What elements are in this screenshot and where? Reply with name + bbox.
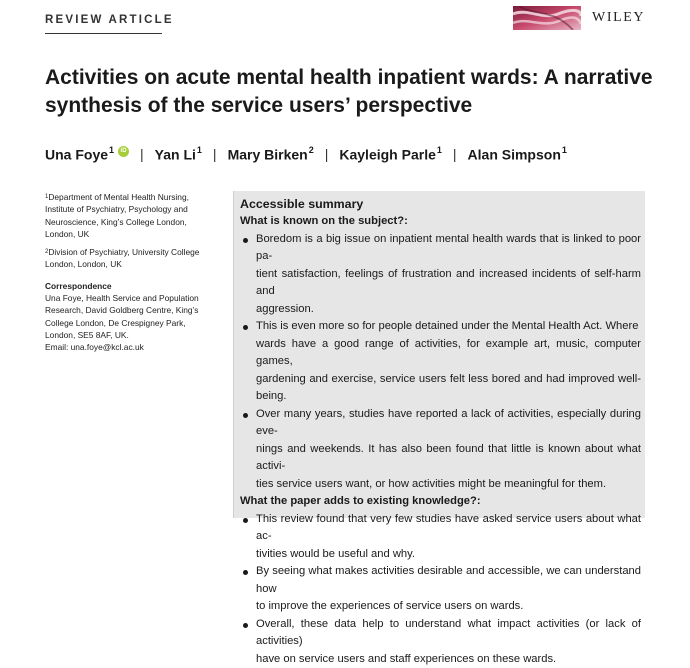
author-alan-simpson[interactable]: [468, 146, 567, 163]
author-yan-li[interactable]: [155, 146, 202, 163]
affiliation-line: London, UK: [45, 228, 213, 240]
author-name: Alan Simpson: [468, 146, 561, 162]
author-una-foye[interactable]: [45, 146, 114, 163]
author-kayleigh-parle[interactable]: [339, 146, 442, 163]
affiliation-text: Department of Mental Health Nursing,: [48, 192, 189, 202]
summary-heading: What the paper adds to existing knowledge?:: [240, 493, 645, 511]
affiliation-line: London, London, UK: [45, 258, 213, 270]
bullet-item: [240, 563, 645, 616]
bullet-item: [240, 406, 645, 494]
affiliation-line: [45, 246, 213, 258]
author-list: [45, 144, 567, 164]
author-affiliation-sup: 1: [197, 145, 202, 155]
bullet-item: [240, 318, 645, 406]
author-affiliation-sup: 1: [562, 145, 567, 155]
correspondence-label: Correspondence: [45, 280, 213, 292]
bullet-icon: [243, 325, 248, 330]
author-name: Mary Birken: [228, 146, 308, 162]
summary-title: Accessible summary: [240, 196, 645, 213]
accessible-summary-box: [233, 191, 645, 518]
author-separator: |: [213, 146, 217, 162]
article-type-rule: [45, 33, 162, 34]
affiliation-line: [45, 191, 213, 203]
bullet-line: have on service users and staff experiences on these wards.: [256, 651, 641, 668]
bullet-line: Over many years, studies have reported a lack of activities, especially during eve-: [256, 406, 641, 441]
bullet-line: tient satisfaction, feelings of frustration and increased incidents of self-harm and: [256, 266, 641, 301]
author-name: Una Foye: [45, 146, 108, 162]
publisher-logo-graphic: [513, 6, 581, 30]
affiliation-sup: 1: [45, 194, 48, 200]
orcid-icon[interactable]: iD: [118, 146, 129, 157]
author-affiliation-sup: 1: [109, 145, 114, 155]
bullet-line: tivities would be useful and why.: [256, 546, 641, 564]
bullet-icon: [243, 570, 248, 575]
bullet-line: Overall, these data help to understand what impact activities (or lack of activities): [256, 616, 641, 651]
author-name: Yan Li: [155, 146, 196, 162]
article-title: Activities on acute mental health inpatient wards: A narrative synthesis of the service users’ perspective: [45, 64, 685, 120]
correspondence-email[interactable]: Email: una.foye@kcl.ac.uk: [45, 341, 213, 353]
author-separator: |: [140, 146, 144, 162]
affiliation-text: Division of Psychiatry, University College: [48, 247, 199, 257]
bullet-item: [240, 511, 645, 564]
bullet-icon: [243, 238, 248, 243]
author-affiliation-sup: 1: [437, 145, 442, 155]
correspondence-line: Research, David Goldberg Centre, King’s: [45, 304, 213, 316]
affiliation-1: [45, 191, 213, 240]
author-name: Kayleigh Parle: [339, 146, 436, 162]
correspondence-line: Una Foye, Health Service and Population: [45, 292, 213, 304]
bullet-item: [240, 231, 645, 319]
bullet-line: This review found that very few studies have asked service users about what ac-: [256, 511, 641, 546]
publisher-name: WILEY: [592, 10, 645, 26]
summary-heading: What is known on the subject?:: [240, 213, 645, 231]
bullet-icon: [243, 413, 248, 418]
bullet-list: [240, 231, 645, 494]
bullet-line: to improve the experiences of service users on wards.: [256, 598, 641, 616]
bullet-line: wards have a good range of activities, for example art, music, computer games,: [256, 336, 641, 371]
correspondence-line: College London, De Crespigney Park,: [45, 317, 213, 329]
affiliation-line: Institute of Psychiatry, Psychology and: [45, 203, 213, 215]
affiliation-sup: 2: [45, 249, 48, 255]
bullet-line: Boredom is a big issue on inpatient mental health wards that is linked to poor pa-: [256, 231, 641, 266]
author-separator: |: [453, 146, 457, 162]
author-mary-birken[interactable]: [228, 146, 314, 163]
affiliation-line: Neuroscience, King’s College London,: [45, 216, 213, 228]
bullet-line: gardening and exercise, service users felt less bored and had improved well-being.: [256, 371, 641, 406]
affiliation-2: [45, 246, 213, 271]
author-separator: |: [325, 146, 329, 162]
bullet-list: [240, 511, 645, 668]
affiliations-column: [45, 191, 213, 354]
bullet-line: This is even more so for people detained under the Mental Health Act. Where: [256, 318, 641, 336]
bullet-icon: [243, 623, 248, 628]
bullet-line: nings and weekends. It has also been found that little is known about what activi-: [256, 441, 641, 476]
author-affiliation-sup: 2: [309, 145, 314, 155]
bullet-line: aggression.: [256, 301, 641, 319]
bullet-line: By seeing what makes activities desirable and accessible, we can understand how: [256, 563, 641, 598]
bullet-line: ties service users want, or how activities might be meaningful for them.: [256, 476, 641, 494]
correspondence-line: London, SE5 8AF, UK.: [45, 329, 213, 341]
article-type-label: REVIEW ARTICLE: [45, 14, 174, 26]
bullet-item: [240, 616, 645, 668]
bullet-icon: [243, 518, 248, 523]
